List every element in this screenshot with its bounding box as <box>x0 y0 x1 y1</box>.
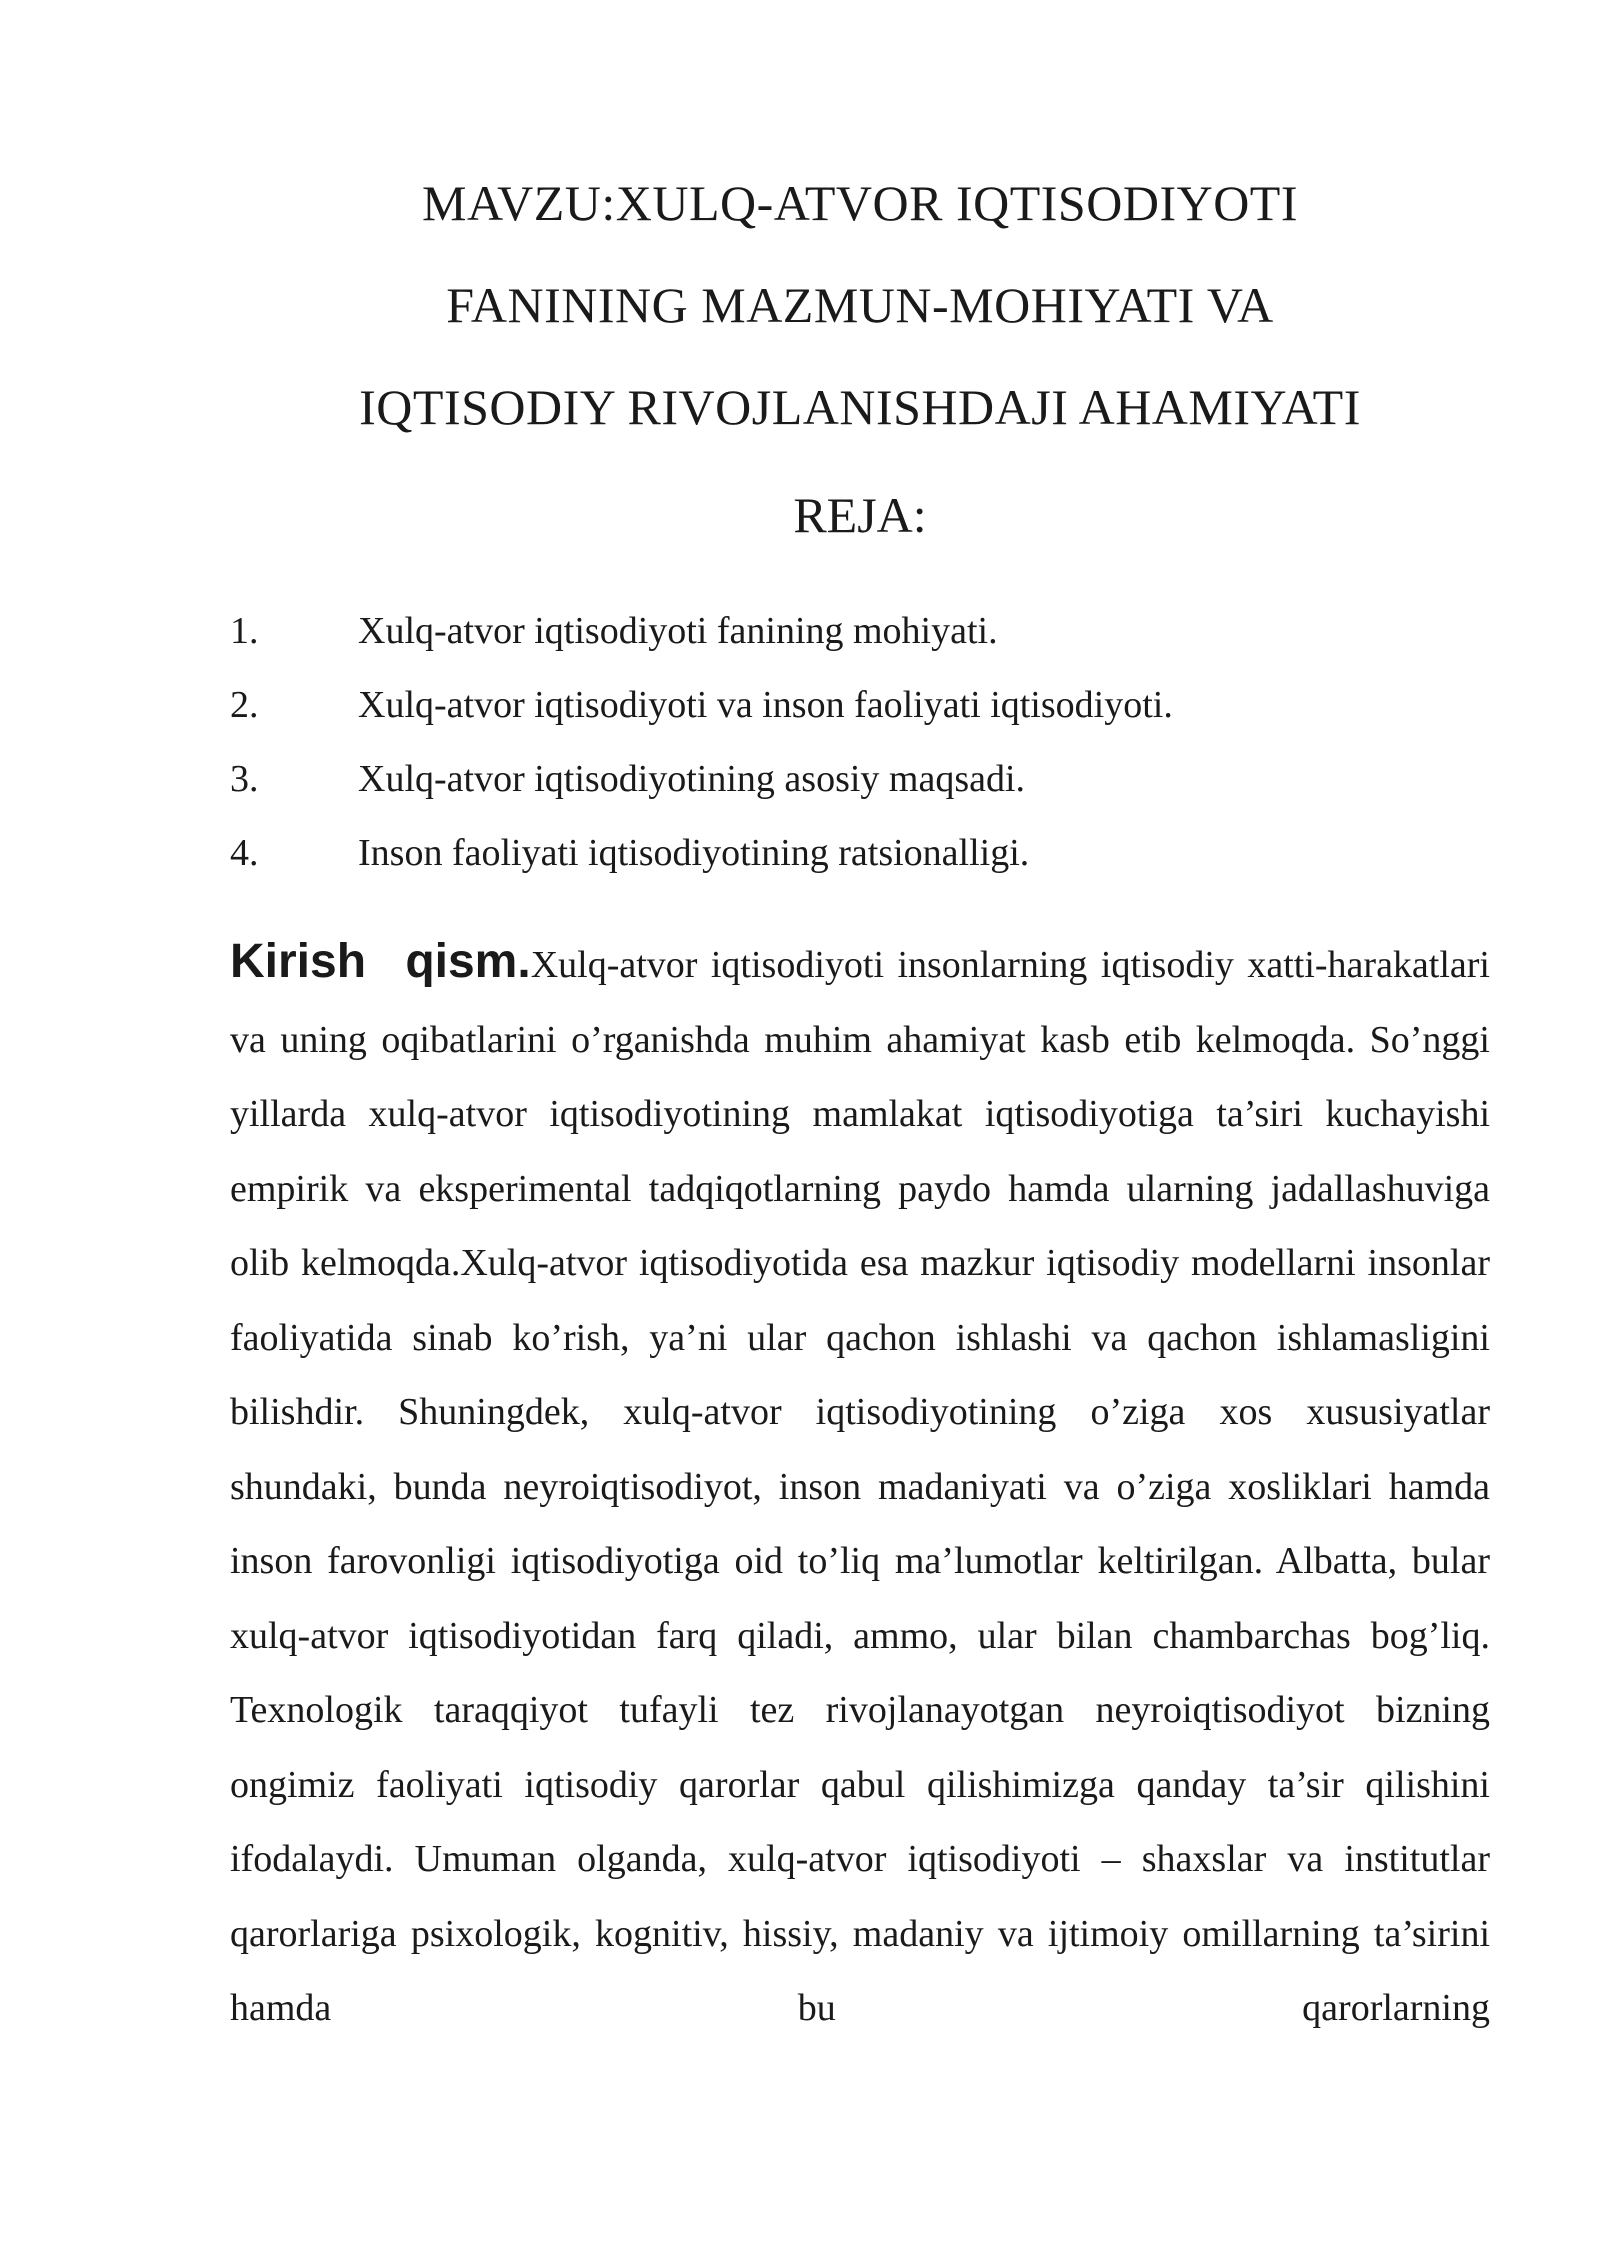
title-line: MAVZU:XULQ-ATVOR IQTISODIYOTI <box>422 175 1298 231</box>
plan-heading: REJA: <box>793 487 927 543</box>
plan-item-number: 1. <box>230 610 259 652</box>
plan-item <box>230 598 1173 672</box>
plan-item <box>230 672 1173 746</box>
plan-item-text: Xulq-atvor iqtisodiyoti fanining mohiyati. <box>358 610 998 652</box>
plan-item-number: 3. <box>230 758 259 800</box>
plan-item-text: Inson faoliyati iqtisodiyotining ratsionalligi. <box>358 832 1030 874</box>
plan-list <box>230 598 1173 894</box>
plan-item-number: 2. <box>230 684 259 726</box>
intro-paragraph <box>230 925 1490 2046</box>
document-title <box>200 152 1520 458</box>
plan-item-text: Xulq-atvor iqtisodiyotining asosiy maqsadi. <box>358 758 1026 800</box>
title-line: FANINING MAZMUN-MOHIYATI VA <box>446 277 1274 333</box>
intro-lead: Kirish qism. <box>230 935 531 988</box>
plan-item <box>230 820 1173 894</box>
plan-item-number: 4. <box>230 832 259 874</box>
plan-item <box>230 746 1173 820</box>
title-line: IQTISODIY RIVOJLANISHDAJI AHAMIYATI <box>359 379 1361 435</box>
plan-item-text: Xulq-atvor iqtisodiyoti va inson faoliyati iqtisodiyoti. <box>358 684 1173 726</box>
intro-text: Xulq-atvor iqtisodiyoti insonlarning iqtisodiy xatti-harakatlari va uning oqibatlarini o’rganishda muhim ahamiyat kasb etib kelmoqda. So’nggi yillarda xulq-atvor iqtisodiyotining mamlakat iqtisodiyotiga ta’siri kuchayishi empirik va eksperimental tadqiqotlarning paydo hamda ularning jadallashuviga olib kelmoqda.Xulq-atvor iqtisodiyotida esa mazkur iqtisodiy modellarni insonlar faoliyatida sinab ko’rish, ya’ni ular qachon ishlashi va qachon ishlamasligini bilishdir. Shuningdek, xulq-atvor iqtisodiyotining o’ziga xos xususiyatlar shundaki, bunda neyroiqtisodiyot, inson madaniyati va o’ziga xosliklari hamda inson farovonligi iqtisodiyotiga oid to’liq ma’lumotlar keltirilgan. Albatta, bular xulq-atvor iqtisodiyotidan farq qiladi, ammo, ular bilan chambarchas bog’liq. Texnologik taraqqiyot tufayli tez rivojlanayotgan neyroiqtisodiyot bizning ongimiz faoliyati iqtisodiy qarorlar qabul qilishimizga qanday ta’sir qilishini ifodalaydi. Umuman olganda, xulq-atvor iqtisodiyoti – shaxslar va institutlar qarorlariga psixologik, kognitiv, hissiy, madaniy va ijtimoiy omillarning ta’sirini hamda bu qarorlarning <box>230 944 1490 2029</box>
